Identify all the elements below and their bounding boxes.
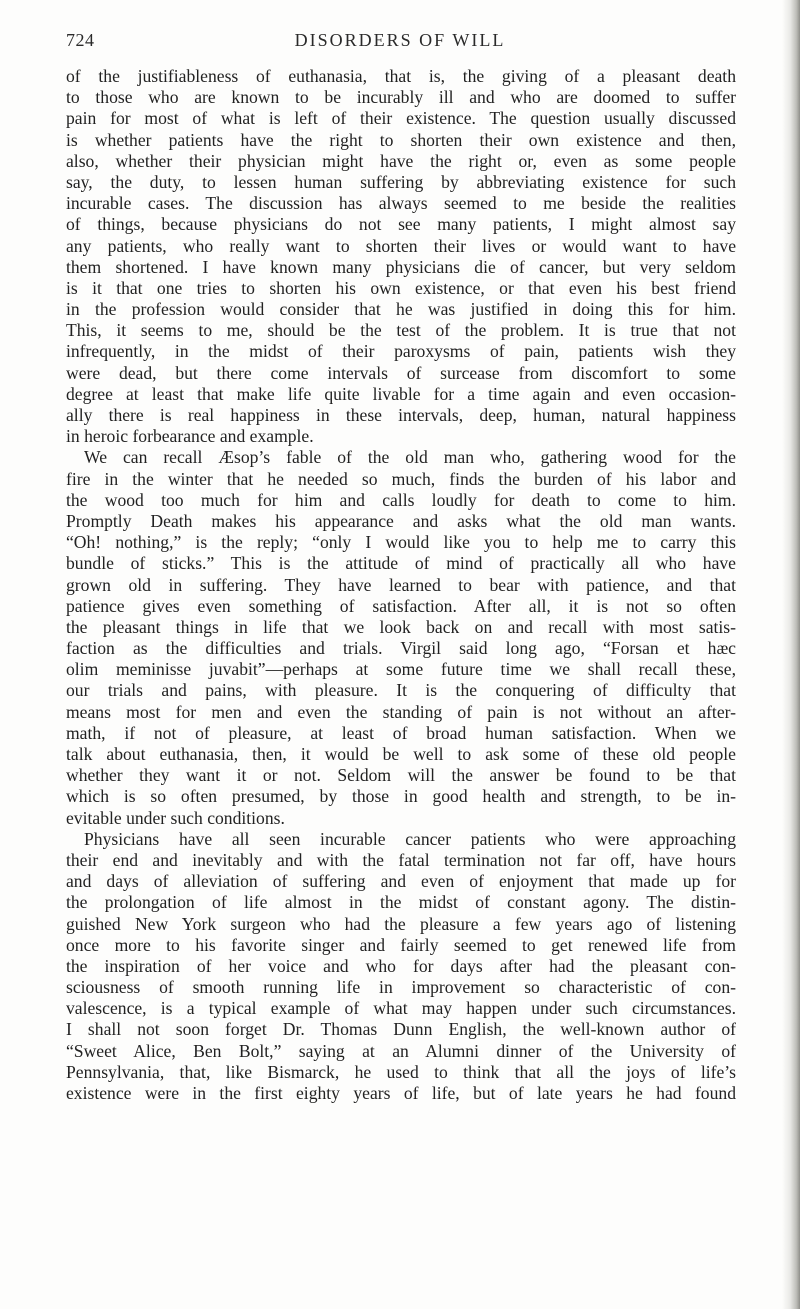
text-line: pain for most of what is left of their existence. The question usually discussed: [66, 108, 736, 129]
scan-edge-shadow: [782, 0, 800, 1309]
text-line: Promptly Death makes his appearance and asks what the old man wants.: [66, 510, 736, 531]
text-line: Pennsylvania, that, like Bismarck, he used to think that all the joys of life’s: [66, 1061, 736, 1082]
text-line: of the justifiableness of euthanasia, that is, the giving of a pleasant death: [66, 66, 736, 86]
text-line: of things, because physicians do not see many patients, I might almost say: [66, 214, 736, 235]
text-line: were dead, but there come intervals of surcease from discomfort to some: [66, 362, 736, 383]
text-line: is whether patients have the right to shorten their own existence and then,: [66, 129, 736, 150]
page-number: 724: [66, 30, 95, 50]
text-line: degree at least that make life quite livable for a time again and even occasion-: [66, 383, 736, 404]
text-line: their end and inevitably and with the fatal termination not far off, have hours: [66, 849, 736, 870]
text-line: in heroic forbearance and example.: [66, 426, 314, 447]
text-line: means most for men and even the standing of pain is not without an after-: [66, 701, 736, 722]
text-line: faction as the difficulties and trials. Virgil said long ago, “Forsan et hæc: [66, 638, 736, 659]
text-line: guished New York surgeon who had the pleasure a few years ago of listening: [66, 913, 736, 934]
text-line: We can recall Æsop’s fable of the old man who, gathering wood for the: [84, 447, 736, 468]
text-line: valescence, is a typical example of what may happen under such circumstances.: [66, 998, 736, 1019]
text-line: evitable under such conditions.: [66, 807, 285, 828]
text-line: sciousness of smooth running life in improvement so characteristic of con-: [66, 977, 736, 998]
text-line: math, if not of pleasure, at least of broad human satisfaction. When we: [66, 722, 736, 743]
text-line: once more to his favorite singer and fairly seemed to get renewed life from: [66, 934, 736, 955]
page-header: [66, 30, 734, 56]
text-line: This, it seems to me, should be the test of the problem. It is true that not: [66, 320, 736, 341]
text-line: say, the duty, to lessen human suffering by abbreviating existence for such: [66, 171, 736, 192]
text-line: talk about euthanasia, then, it would be well to ask some of these old people: [66, 744, 736, 764]
text-line: whether they want it or not. Seldom will the answer be found to be that: [66, 765, 736, 786]
text-line: the inspiration of her voice and who for days after had the pleasant con-: [66, 955, 736, 976]
text-line: ally there is real happiness in these intervals, deep, human, natural happiness: [66, 405, 736, 425]
text-line: grown old in suffering. They have learned to bear with patience, and that: [66, 574, 736, 595]
text-line: patience gives even something of satisfaction. After all, it is not so often: [66, 595, 736, 616]
text-line: incurable cases. The discussion has always seemed to me beside the realities: [66, 193, 736, 214]
text-line: any patients, who really want to shorten their lives or would want to have: [66, 235, 736, 256]
text-line: Physicians have all seen incurable cancer patients who were approaching: [84, 828, 736, 849]
text-line: in the profession would consider that he was justified in doing this for him.: [66, 299, 736, 320]
text-line: I shall not soon forget Dr. Thomas Dunn English, the well-known author of: [66, 1019, 736, 1040]
text-line: also, whether their physician might have the right or, even as some people: [66, 150, 736, 171]
text-line: our trials and pains, with pleasure. It is the conquering of difficulty that: [66, 680, 736, 701]
text-line: olim meminisse juvabit”—perhaps at some future time we shall recall these,: [66, 659, 736, 680]
text-line: the pleasant things in life that we look back on and recall with most satis-: [66, 616, 736, 637]
text-line: is it that one tries to shorten his own existence, or that even his best friend: [66, 277, 736, 298]
text-line: the wood too much for him and calls loudly for death to come to him.: [66, 489, 736, 510]
running-head: DISORDERS OF WILL: [294, 30, 506, 50]
text-line: bundle of sticks.” This is the attitude of mind of practically all who have: [66, 553, 736, 574]
text-line: existence were in the first eighty years of life, but of late years he had found: [66, 1083, 736, 1103]
text-line: fire in the winter that he needed so much, finds the burden of his labor and: [66, 468, 736, 489]
text-line: to those who are known to be incurably ill and who are doomed to suffer: [66, 87, 736, 108]
text-line: and days of alleviation of suffering and even of enjoyment that made up for: [66, 871, 736, 892]
text-line: the prolongation of life almost in the midst of constant agony. The distin-: [66, 892, 736, 913]
text-line: “Sweet Alice, Ben Bolt,” saying at an Alumni dinner of the University of: [66, 1040, 736, 1061]
text-line: which is so often presumed, by those in good health and strength, to be in-: [66, 786, 736, 807]
body-text: [66, 66, 736, 1104]
text-line: “Oh! nothing,” is the reply; “only I would like you to help me to carry this: [66, 532, 736, 553]
text-line: infrequently, in the midst of their paroxysms of pain, patients wish they: [66, 341, 736, 362]
text-line: them shortened. I have known many physicians die of cancer, but very seldom: [66, 256, 736, 277]
